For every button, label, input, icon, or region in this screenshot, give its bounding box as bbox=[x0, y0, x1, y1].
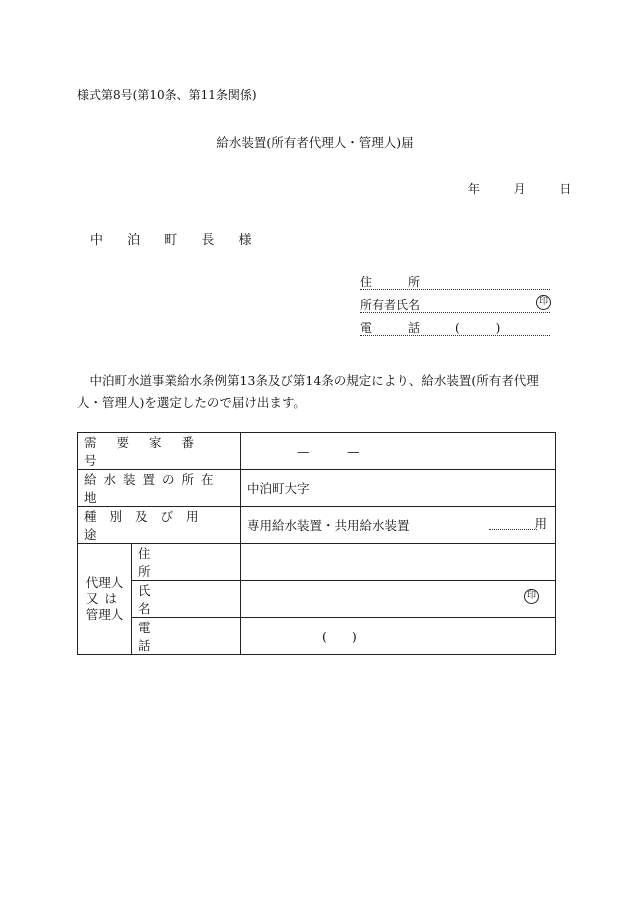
usage-value: 専用給水装置・共用給水装置 bbox=[247, 518, 410, 533]
date-line bbox=[468, 180, 571, 197]
agent-address-cell[interactable] bbox=[241, 544, 556, 581]
applicant-phone-paren: ( ) bbox=[455, 321, 501, 335]
table-row bbox=[78, 581, 556, 618]
document-title: 給水装置(所有者代理人・管理人)届 bbox=[216, 135, 414, 150]
agent-phone-label-cell bbox=[131, 618, 240, 655]
usage-cell[interactable] bbox=[241, 507, 556, 544]
usage-label: 種別及び用途 bbox=[84, 509, 212, 542]
agent-address-label-cell bbox=[131, 544, 240, 581]
body-text: 中泊町水道事業給水条例第13条及び第14条の規定により、給水装置(所有者代理人・管理人)を選定したので届け出ます。 bbox=[77, 373, 539, 410]
applicant-name-field[interactable] bbox=[360, 294, 550, 313]
agent-phone-paren: ( ) bbox=[322, 629, 357, 644]
agent-address-label: 住所 bbox=[137, 546, 203, 579]
location-value: 中泊町大字 bbox=[247, 481, 310, 496]
table-row bbox=[78, 507, 556, 544]
applicant-name-label: 所有者氏名 bbox=[360, 298, 421, 312]
table-row bbox=[78, 544, 556, 581]
location-label-cell bbox=[78, 470, 241, 507]
agent-group-line: 代理人 bbox=[85, 575, 124, 590]
agent-name-cell[interactable] bbox=[241, 581, 556, 618]
customer-number-cell[interactable] bbox=[241, 433, 556, 470]
agent-group-line: 又は bbox=[85, 591, 123, 606]
seal-mark-icon: 印 bbox=[524, 589, 539, 604]
agent-phone-label: 電話 bbox=[137, 620, 203, 653]
table-row bbox=[78, 470, 556, 507]
table-row bbox=[78, 433, 556, 470]
form-number: 様式第8号(第10条、第11条関係) bbox=[77, 88, 257, 102]
location-label: 給水装置の所在地 bbox=[84, 472, 221, 505]
date-day-label: 日 bbox=[559, 182, 572, 196]
applicant-phone-field[interactable] bbox=[360, 317, 550, 336]
applicant-address-field[interactable] bbox=[360, 271, 550, 290]
usage-unit: 用 bbox=[534, 516, 547, 531]
info-table bbox=[77, 432, 556, 655]
customer-number-value: — — bbox=[297, 444, 360, 459]
applicant-phone-label: 電 話 bbox=[360, 321, 421, 335]
date-month-label: 月 bbox=[513, 182, 526, 196]
applicant-address-label: 住 所 bbox=[360, 275, 421, 289]
usage-label-cell bbox=[78, 507, 241, 544]
customer-number-label bbox=[84, 433, 234, 469]
location-cell[interactable] bbox=[241, 470, 556, 507]
agent-group-line: 管理人 bbox=[85, 607, 124, 622]
usage-blank-line[interactable] bbox=[489, 515, 537, 530]
table-row bbox=[78, 618, 556, 655]
seal-mark-icon: 印 bbox=[536, 295, 551, 310]
date-year-label: 年 bbox=[468, 182, 481, 196]
agent-group-label bbox=[78, 544, 132, 655]
label-text: 需要家番号 bbox=[84, 435, 215, 468]
customer-number-label-cell bbox=[78, 433, 241, 470]
agent-name-label: 氏名 bbox=[137, 583, 203, 616]
agent-name-label-cell bbox=[131, 581, 240, 618]
addressee: 中 泊 町 長 様 bbox=[90, 233, 262, 248]
agent-phone-cell[interactable] bbox=[241, 618, 556, 655]
